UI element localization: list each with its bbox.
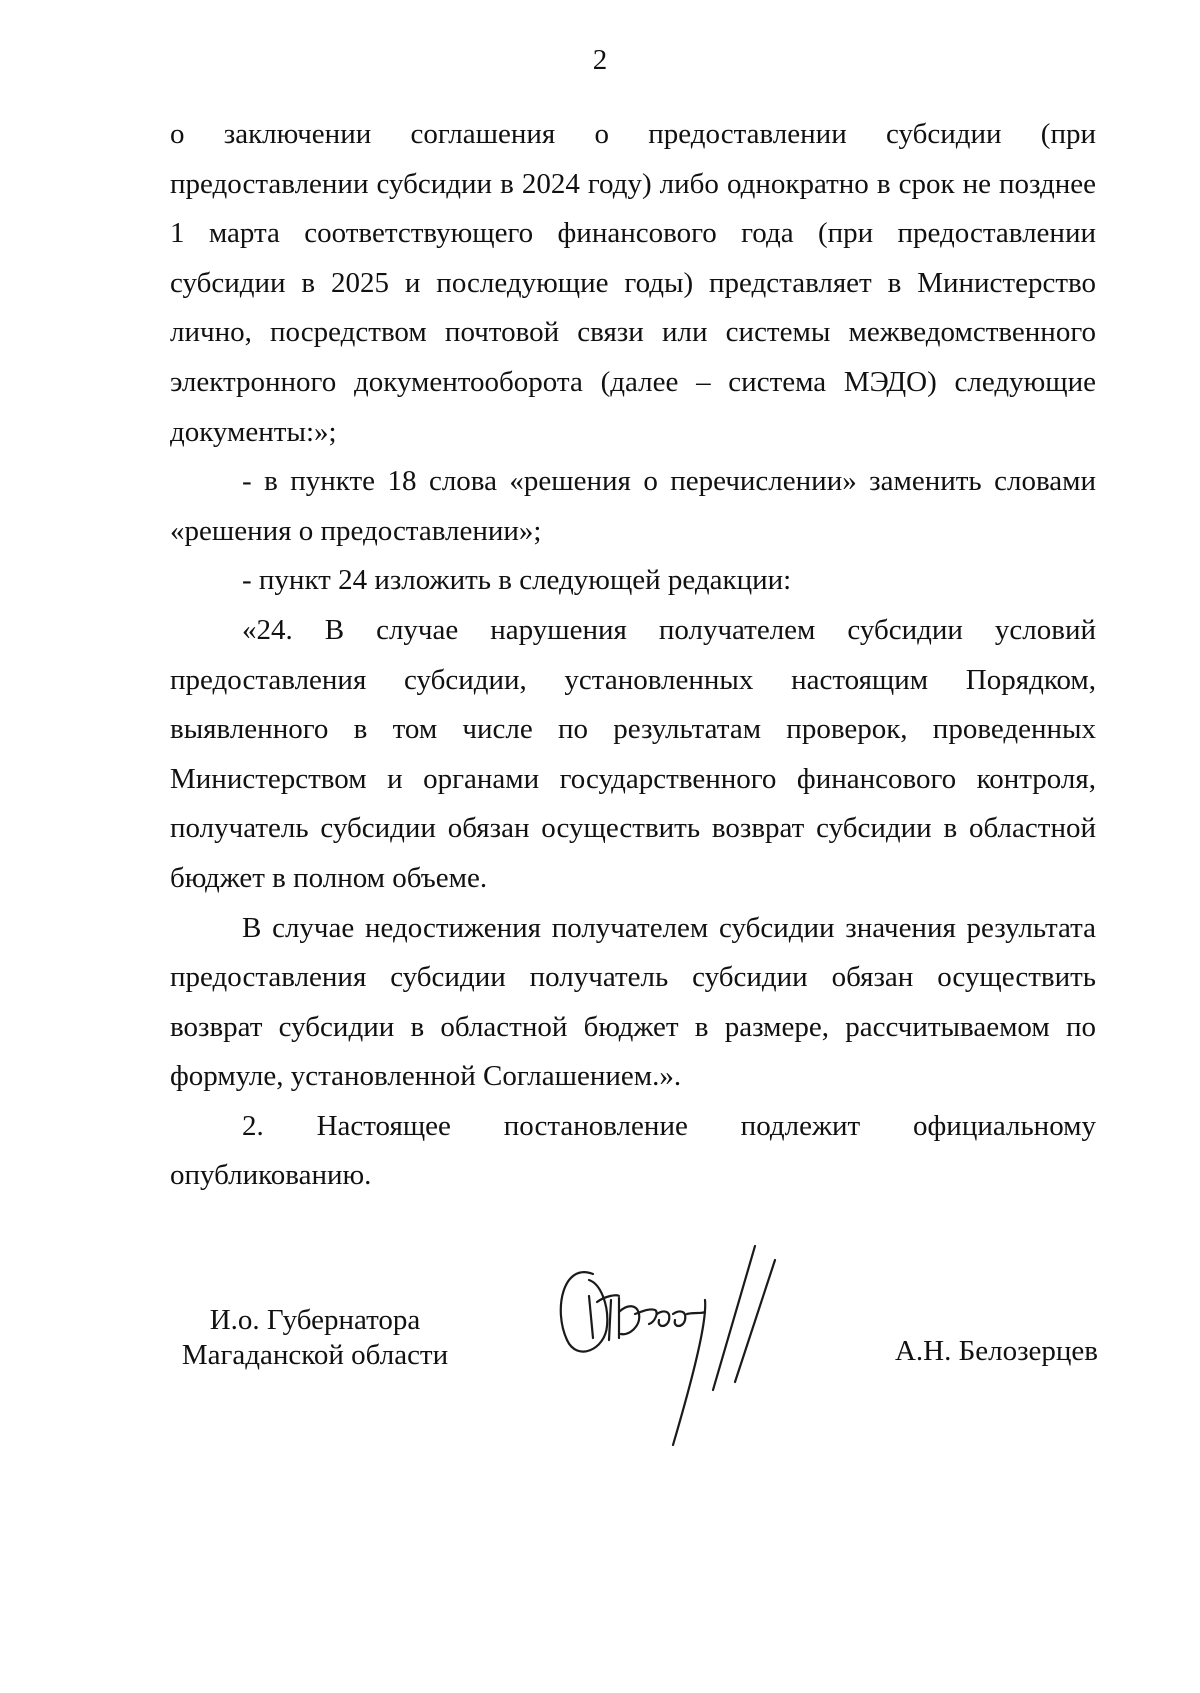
signatory-position — [150, 1303, 480, 1373]
handwritten-signature — [545, 1240, 835, 1460]
signatory-position-line2: Магаданской области — [181, 1339, 449, 1371]
paragraph-item-24-intro: - пункт 24 изложить в следующей редакции: — [242, 564, 792, 597]
paragraph-item-18: - в пункте 18 слова «решения о перечислении» заменить словами «решения о предоставлении»; — [170, 465, 1096, 547]
page-number: 2 — [592, 44, 608, 76]
document-body — [170, 110, 1096, 1201]
paragraph-item-24-second: В случае недостижения получателем субсидии значения результата предоставления субсидии получатель субсидии обязан осуществить возврат субсидии в областной бюджет в размере, рассчитываемом по формуле, установленной Соглашением.». — [170, 911, 1096, 1093]
paragraph-continuation: о заключении соглашения о предоставлении субсидии (при предоставлении субсидии в 2024 году) либо однократно в срок не позднее 1 марта соответствующего финансового года (при предоставлении субсидии в 2025 и последующие годы) представляет в Министерство лично, посредством почтовой связи или системы межведомственного электронного документооборота (далее – система МЭДО) следующие документы:»; — [170, 118, 1096, 448]
signatory-position-line1: И.о. Губернатора — [209, 1304, 421, 1336]
signatory-name: А.Н. Белозерцев — [894, 1335, 1098, 1367]
paragraph-publication: 2. Настоящее постановление подлежит официальному опубликованию. — [170, 1109, 1096, 1192]
paragraph-item-24-text: «24. В случае нарушения получателем субсидии условий предоставления субсидии, установленных настоящим Порядком, выявленного в том числе по результатам проверок, проведенных Министерством и органами государственного финансового контроля, получатель субсидии обязан осуществить возврат субсидии в областной бюджет в полном объеме. — [170, 613, 1096, 894]
